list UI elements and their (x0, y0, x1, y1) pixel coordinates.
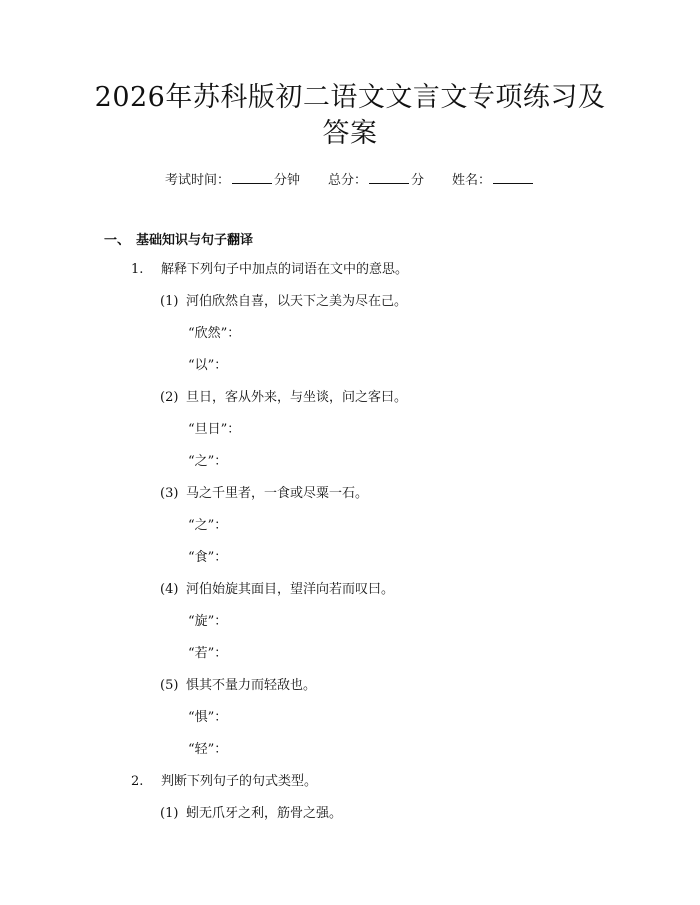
word-prompt: “以”： (188, 358, 228, 373)
sub-sentence: 马之千里者，一食或尽粟一石。 (186, 486, 369, 501)
word-prompt: “之”： (188, 518, 228, 533)
question-1 (131, 261, 408, 279)
word-prompt: “轻”： (188, 742, 228, 757)
time-blank (232, 170, 272, 184)
sub-question (160, 293, 407, 311)
word-prompt: “欣然”： (188, 326, 241, 341)
name-blank (493, 170, 533, 184)
word-prompt: “之”： (188, 454, 228, 469)
sub-sentence: 旦日，客从外来，与坐谈，问之客曰。 (186, 390, 408, 405)
score-label: 总分： (327, 173, 367, 188)
score-blank (369, 170, 409, 184)
question-2 (131, 773, 317, 791)
sub-sentence: 河伯始旋其面目，望洋向若而叹曰。 (186, 582, 395, 597)
sub-number: (1) (160, 294, 179, 309)
name-label: 姓名： (452, 173, 492, 188)
question-text: 判断下列句子的句式类型。 (161, 774, 318, 789)
exam-info (0, 170, 700, 190)
time-label: 考试时间： (164, 173, 230, 188)
section-title: 基础知识与句子翻译 (136, 233, 254, 248)
sub-question (160, 485, 368, 503)
sub-number: (3) (160, 486, 179, 501)
section-number: 一、 (104, 233, 131, 248)
page-title: 2026年苏科版初二语文文言文专项练习及答案 (94, 82, 606, 149)
word-prompt: “惧”： (188, 710, 228, 725)
word-prompt: “若”： (188, 646, 228, 661)
word-prompt: “旋”： (188, 614, 228, 629)
sub-number: (4) (160, 582, 179, 597)
sub-number: (1) (160, 806, 179, 821)
sub-question (160, 581, 394, 599)
word-prompt: “旦日”： (188, 422, 241, 437)
score-unit: 分 (411, 173, 425, 188)
question-text: 解释下列句子中加点的词语在文中的意思。 (161, 262, 409, 277)
sub-number: (5) (160, 678, 179, 693)
sub-sentence: 河伯欣然自喜，以天下之美为尽在己。 (186, 294, 408, 309)
question-number: 1. (131, 262, 144, 277)
sub-question (160, 805, 342, 823)
sub-number: (2) (160, 390, 179, 405)
word-prompt: “食”： (188, 550, 228, 565)
question-number: 2. (131, 774, 144, 789)
sub-sentence: 蚓无爪牙之利，筋骨之强。 (186, 806, 343, 821)
sub-question (160, 389, 407, 407)
sub-question (160, 677, 316, 695)
sub-sentence: 惧其不量力而轻敌也。 (186, 678, 317, 693)
section-heading (104, 229, 253, 248)
time-unit: 分钟 (273, 173, 300, 188)
